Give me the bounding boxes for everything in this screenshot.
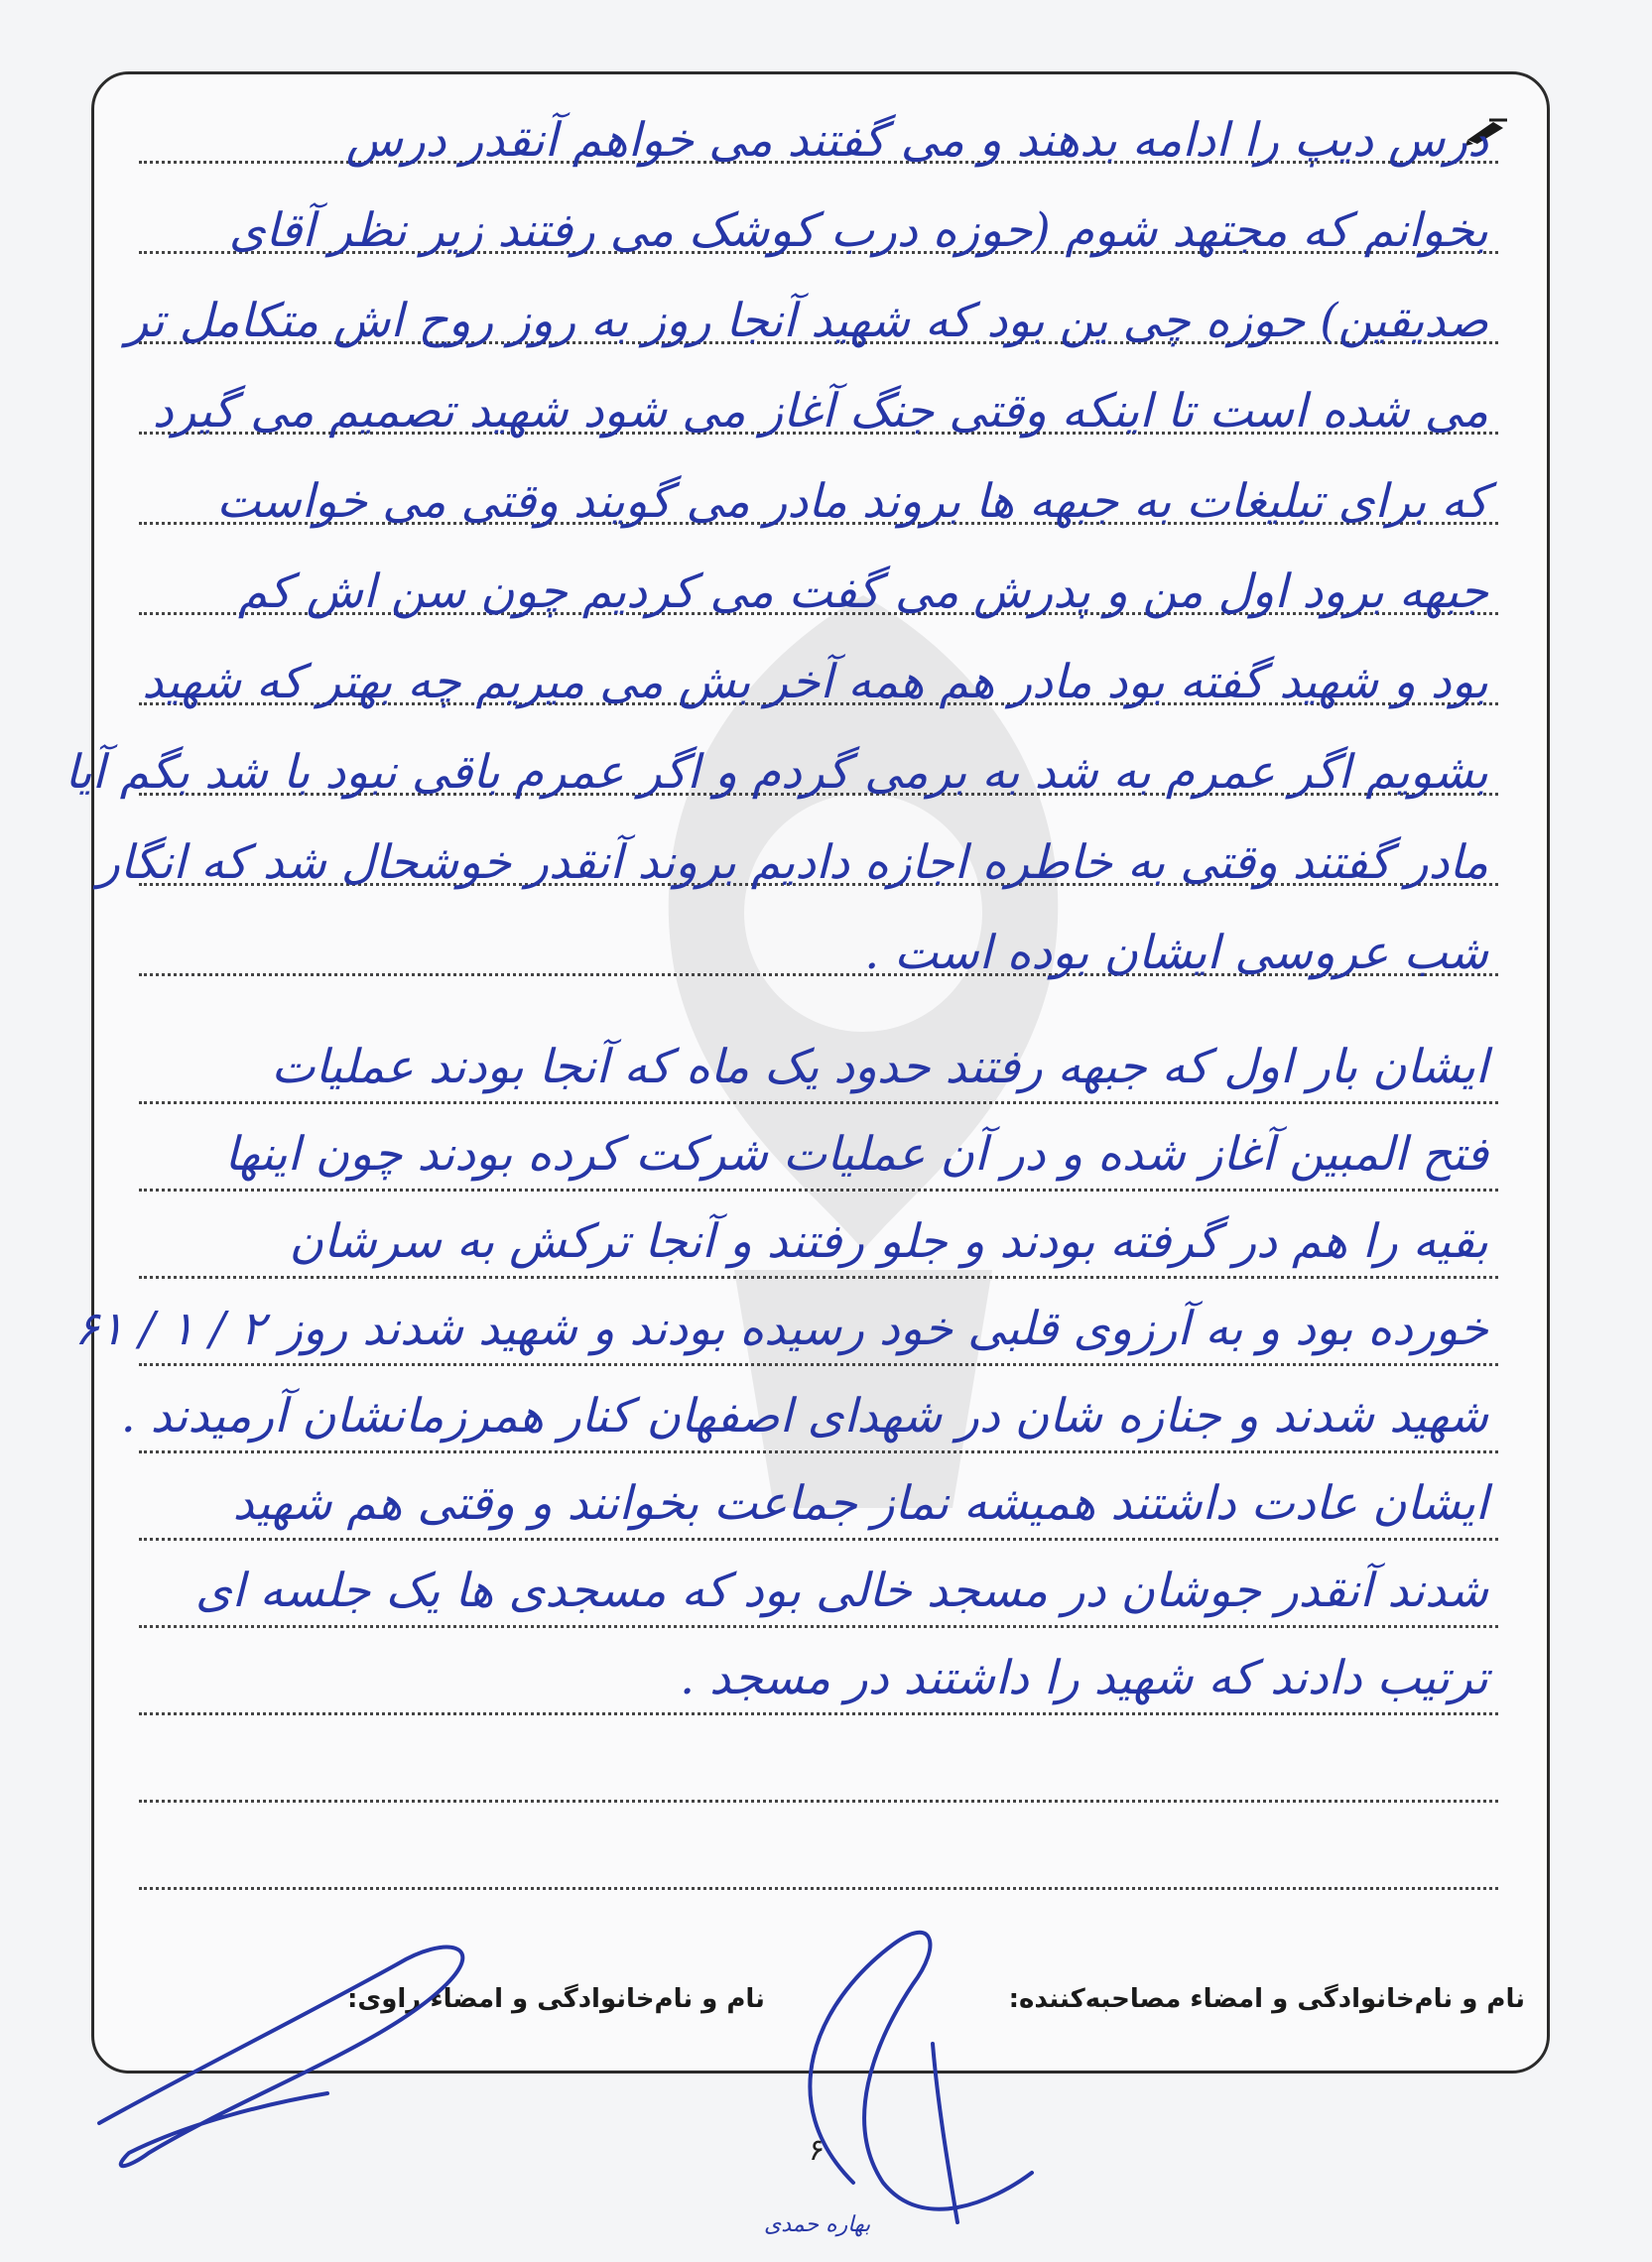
handwritten-line: بقیه را هم در گرفته بودند و جلو رفتند و آنجا ترکش به سرشان <box>289 1214 1488 1269</box>
handwritten-line: خورده بود و به آرزوی قلبی خود رسیده بودند و شهید شدند روز ۲ / ۱ / ۶۱ <box>73 1302 1488 1356</box>
handwritten-line: ایشان عادت داشتند همیشه نماز جماعت بخوانند و وقتی هم شهید <box>232 1476 1488 1531</box>
handwritten-line: ایشان بار اول که جبهه رفتند حدود یک ماه که آنجا بودند عملیات <box>271 1040 1488 1094</box>
handwritten-line: بشویم اگر عمرم به شد به برمی گردم و اگر عمرم باقی نبود با شد بگم آیا <box>64 745 1488 800</box>
handwritten-line: که برای تبلیغات به جبهه ها بروند مادر می گویند وقتی می خواست <box>216 474 1488 529</box>
handwritten-line: فتح المبین آغاز شده و در آن عملیات شرکت کرده بودند چون اینها <box>224 1127 1488 1182</box>
page-number: ۶ <box>809 2133 826 2168</box>
handwritten-line: ترتیب دادند که شهید را داشتند در مسجد . <box>680 1651 1488 1705</box>
ruled-line <box>139 1800 1498 1803</box>
narrator-signature-label: نام و نام‌خانوادگی و امضاء راوی: <box>347 1984 765 2014</box>
handwritten-line: جبهه برود اول من و پدرش می گفت می کردیم چون سن اش کم <box>237 565 1488 619</box>
handwritten-line: درس دیپ را ادامه بدهند و می گفتند می خواهم آنقدر درس <box>345 113 1488 168</box>
ruled-line <box>139 1887 1498 1890</box>
handwritten-line: شهید شدند و جنازه شان در شهدای اصفهان کنار همرزمانشان آرمیدند . <box>120 1389 1488 1444</box>
interviewer-signature-name: بهاره حمدی <box>764 2212 871 2237</box>
handwritten-line: مادر گفتند وقتی به خاطره اجازه دادیم بروند آنقدر خوشحال شد که انگار <box>97 835 1488 890</box>
handwritten-line: بخوانم که مجتهد شوم (حوزه درب کوشک می رفتند زیر نظر آقای <box>228 203 1488 258</box>
handwritten-line: شدند آنقدر جوشان در مسجد خالی بود که مسجدی ها یک جلسه ای <box>194 1564 1488 1618</box>
handwritten-line: شب عروسی ایشان بوده است . <box>864 926 1488 980</box>
interviewer-signature-label: نام و نام‌خانوادگی و امضاء مصاحبه‌کننده: <box>1008 1984 1525 2014</box>
handwritten-line: بود و شهید گفته بود مادر هم همه آخر بش می میریم چه بهتر که شهید <box>142 655 1488 709</box>
handwritten-line: صدیقین) حوزه چی ین بود که شهید آنجا روز به روز روح اش متکامل تر <box>125 294 1488 348</box>
handwritten-line: می شده است تا اینکه وقتی جنگ آغاز می شود شهید تصمیم می گیرد <box>152 384 1488 439</box>
